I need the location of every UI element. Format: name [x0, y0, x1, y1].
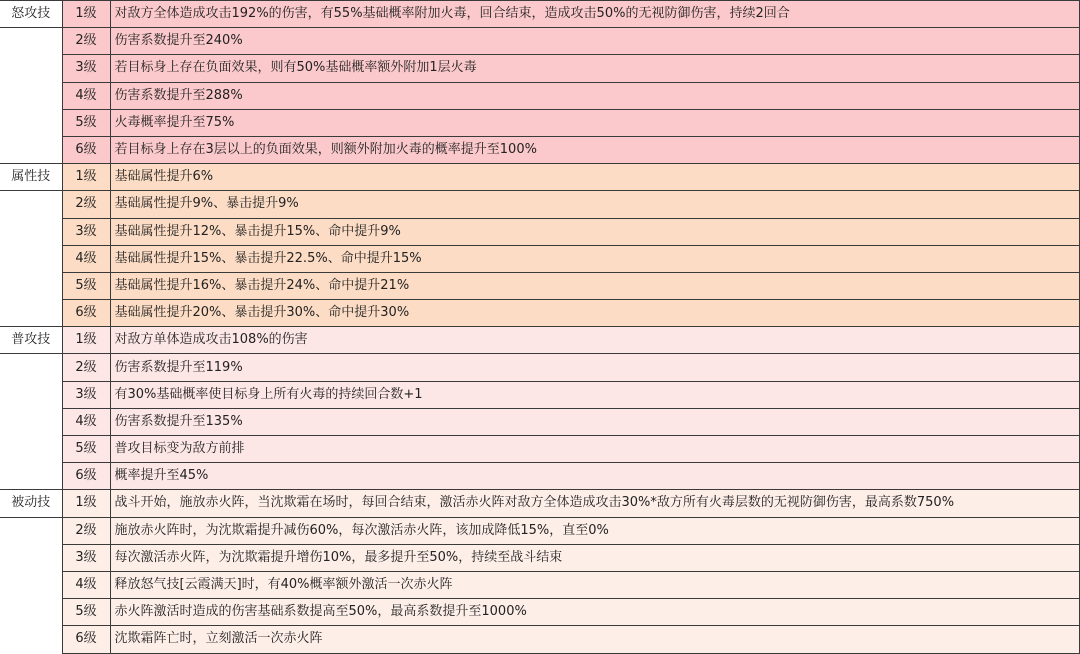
category-cell[interactable]: 被动技 [0, 490, 62, 517]
description-cell[interactable]: 若目标身上存在3层以上的负面效果，则额外附加火毒的概率提升至100% [110, 136, 1080, 163]
table-row [0, 109, 1080, 136]
empty-category-cell[interactable] [0, 300, 62, 327]
description-cell[interactable]: 基础属性提升20%、暴击提升30%、命中提升30% [110, 300, 1080, 327]
empty-category-cell[interactable] [0, 109, 62, 136]
table-row [0, 408, 1080, 435]
table-row [0, 381, 1080, 408]
empty-category-cell[interactable] [0, 381, 62, 408]
description-cell[interactable]: 若目标身上存在负面效果，则有50%基础概率额外附加1层火毒 [110, 55, 1080, 82]
description-cell[interactable]: 火毒概率提升至75% [110, 109, 1080, 136]
table-row [0, 300, 1080, 327]
empty-category-cell[interactable] [0, 354, 62, 381]
description-cell[interactable]: 概率提升至45% [110, 463, 1080, 490]
level-cell[interactable]: 2级 [62, 354, 110, 381]
empty-category-cell[interactable] [0, 517, 62, 544]
level-cell[interactable]: 2级 [62, 517, 110, 544]
table-row [0, 28, 1080, 55]
empty-category-cell[interactable] [0, 136, 62, 163]
table-row [0, 599, 1080, 626]
level-cell[interactable]: 6级 [62, 300, 110, 327]
table-row [0, 327, 1080, 354]
description-cell[interactable]: 对敌方全体造成攻击192%的伤害，有55%基础概率附加火毒，回合结束，造成攻击50%的无视防御伤害，持续2回合 [110, 1, 1080, 28]
level-cell[interactable]: 5级 [62, 272, 110, 299]
empty-category-cell[interactable] [0, 408, 62, 435]
table-row [0, 191, 1080, 218]
description-cell[interactable]: 战斗开始，施放赤火阵，当沈欺霜在场时，每回合结束，激活赤火阵对敌方全体造成攻击30%*敌方所有火毒层数的无视防御伤害，最高系数750% [110, 490, 1080, 517]
empty-category-cell[interactable] [0, 245, 62, 272]
level-cell[interactable]: 5级 [62, 109, 110, 136]
level-cell[interactable]: 4级 [62, 408, 110, 435]
level-cell[interactable]: 6级 [62, 136, 110, 163]
level-cell[interactable]: 5级 [62, 599, 110, 626]
level-cell[interactable]: 1级 [62, 490, 110, 517]
table-row [0, 436, 1080, 463]
table-row [0, 136, 1080, 163]
description-cell[interactable]: 赤火阵激活时造成的伤害基础系数提高至50%，最高系数提升至1000% [110, 599, 1080, 626]
description-cell[interactable]: 沈欺霜阵亡时，立刻激活一次赤火阵 [110, 626, 1080, 653]
category-cell[interactable]: 普攻技 [0, 327, 62, 354]
description-cell[interactable]: 基础属性提升12%、暴击提升15%、命中提升9% [110, 218, 1080, 245]
table-row [0, 164, 1080, 191]
level-cell[interactable]: 4级 [62, 245, 110, 272]
level-cell[interactable]: 4级 [62, 571, 110, 598]
description-cell[interactable]: 施放赤火阵时，为沈欺霜提升减伤60%，每次激活赤火阵，该加成降低15%，直至0% [110, 517, 1080, 544]
table-row [0, 544, 1080, 571]
description-cell[interactable]: 伤害系数提升至135% [110, 408, 1080, 435]
skill-table-body [0, 1, 1080, 654]
table-row [0, 626, 1080, 653]
table-row [0, 55, 1080, 82]
description-cell[interactable]: 伤害系数提升至240% [110, 28, 1080, 55]
empty-category-cell[interactable] [0, 571, 62, 598]
empty-category-cell[interactable] [0, 218, 62, 245]
empty-category-cell[interactable] [0, 599, 62, 626]
description-cell[interactable]: 基础属性提升9%、暴击提升9% [110, 191, 1080, 218]
empty-category-cell[interactable] [0, 436, 62, 463]
table-row [0, 354, 1080, 381]
empty-category-cell[interactable] [0, 82, 62, 109]
level-cell[interactable]: 3级 [62, 544, 110, 571]
table-row [0, 245, 1080, 272]
table-row [0, 1, 1080, 28]
description-cell[interactable]: 基础属性提升6% [110, 164, 1080, 191]
level-cell[interactable]: 3级 [62, 55, 110, 82]
level-cell[interactable]: 6级 [62, 463, 110, 490]
description-cell[interactable]: 对敌方单体造成攻击108%的伤害 [110, 327, 1080, 354]
level-cell[interactable]: 2级 [62, 28, 110, 55]
table-row [0, 490, 1080, 517]
table-row [0, 517, 1080, 544]
table-row [0, 272, 1080, 299]
description-cell[interactable]: 基础属性提升16%、暴击提升24%、命中提升21% [110, 272, 1080, 299]
level-cell[interactable]: 1级 [62, 327, 110, 354]
description-cell[interactable]: 伤害系数提升至119% [110, 354, 1080, 381]
level-cell[interactable]: 5级 [62, 436, 110, 463]
empty-category-cell[interactable] [0, 626, 62, 653]
empty-category-cell[interactable] [0, 272, 62, 299]
level-cell[interactable]: 1级 [62, 164, 110, 191]
description-cell[interactable]: 基础属性提升15%、暴击提升22.5%、命中提升15% [110, 245, 1080, 272]
table-row [0, 82, 1080, 109]
empty-category-cell[interactable] [0, 463, 62, 490]
empty-category-cell[interactable] [0, 544, 62, 571]
table-row [0, 218, 1080, 245]
table-row [0, 463, 1080, 490]
table-row [0, 571, 1080, 598]
level-cell[interactable]: 4级 [62, 82, 110, 109]
level-cell[interactable]: 3级 [62, 381, 110, 408]
description-cell[interactable]: 伤害系数提升至288% [110, 82, 1080, 109]
description-cell[interactable]: 每次激活赤火阵，为沈欺霜提升增伤10%，最多提升至50%，持续至战斗结束 [110, 544, 1080, 571]
level-cell[interactable]: 2级 [62, 191, 110, 218]
empty-category-cell[interactable] [0, 28, 62, 55]
category-cell[interactable]: 怒攻技 [0, 1, 62, 28]
description-cell[interactable]: 有30%基础概率使目标身上所有火毒的持续回合数+1 [110, 381, 1080, 408]
description-cell[interactable]: 普攻目标变为敌方前排 [110, 436, 1080, 463]
empty-category-cell[interactable] [0, 55, 62, 82]
level-cell[interactable]: 3级 [62, 218, 110, 245]
empty-category-cell[interactable] [0, 191, 62, 218]
description-cell[interactable]: 释放怒气技[云霞满天]时，有40%概率额外激活一次赤火阵 [110, 571, 1080, 598]
category-cell[interactable]: 属性技 [0, 164, 62, 191]
level-cell[interactable]: 6级 [62, 626, 110, 653]
level-cell[interactable]: 1级 [62, 1, 110, 28]
